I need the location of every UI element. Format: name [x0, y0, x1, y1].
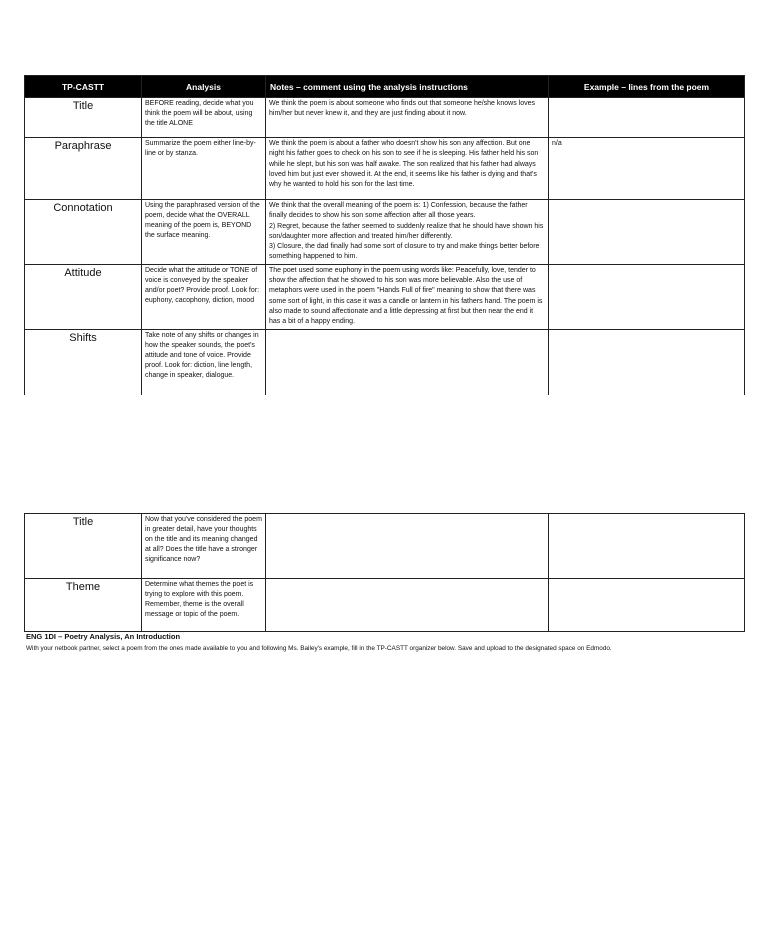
instruction-cell: BEFORE reading, decide what you think the poem will be about, using the title ALONE — [142, 98, 266, 138]
example-cell — [549, 264, 745, 329]
table-row — [25, 514, 745, 579]
instruction-cell: Summarize the poem either line-by-line or by stanza. — [142, 138, 266, 200]
header-notes: Notes – comment using the analysis instructions — [266, 76, 549, 98]
example-cell — [549, 329, 745, 395]
row-label-attitude: Attitude — [25, 264, 142, 329]
example-cell — [549, 200, 745, 265]
notes-line: We think that the overall meaning of the poem is: 1) Confession, because the father finally decides to show his son some affection after all those years. — [269, 202, 528, 220]
notes-cell — [266, 579, 549, 632]
table-row — [25, 329, 745, 395]
instruction-cell: Now that you've considered the poem in greater detail, have your thoughts on the title and its meaning changed at all? Does the title have a stronger significance now? — [142, 514, 266, 579]
row-label-theme: Theme — [25, 579, 142, 632]
notes-line: 3) Closure, the dad finally had some sort of closure to try and make things better before something happened to him. — [269, 243, 540, 261]
example-cell — [549, 98, 745, 138]
row-label-title: Title — [25, 98, 142, 138]
notes-cell: We think the poem is about a father who doesn't show his son any affection. But one night his father goes to check on his son to see if he is sleeping. His father held his son while he slept, but his son was half awake. The son realized that his father had always loved him but just ever showed it. At the end, it seems like his father is dying and that's why he wanted to hold his son for the last time. — [266, 138, 549, 200]
notes-line: 2) Regret, because the father seemed to suddenly realize that he should have shown his son/daughter more affection and treated him/her differently. — [269, 222, 544, 240]
example-cell: n/a — [549, 138, 745, 200]
notes-cell — [266, 200, 549, 265]
notes-cell — [266, 329, 549, 395]
table-row — [25, 98, 745, 138]
instruction-cell: Determine what themes the poet is trying to explore with this poem. Remember, theme is the overall message or topic of the poem. — [142, 579, 266, 632]
header-example: Example – lines from the poem — [549, 76, 745, 98]
row-label-connotation: Connotation — [25, 200, 142, 265]
table-header-row — [25, 76, 745, 98]
table-row — [25, 264, 745, 329]
intro-paragraph: With your netbook partner, select a poem from the ones made available to you and following Ms. Bailey's example, fill in the TP-CASTT organizer below. Save and upload to the designated space on Edmodo. — [26, 645, 612, 652]
table-row — [25, 579, 745, 632]
instruction-cell: Using the paraphrased version of the poem, decide what the OVERALL meaning of the poem is, BEYOND the surface meaning. — [142, 200, 266, 265]
tpcastt-table-bottom — [24, 513, 745, 632]
row-label-paraphrase: Paraphrase — [25, 138, 142, 200]
document-heading: ENG 1DI – Poetry Analysis, An Introduction — [26, 632, 181, 641]
tpcastt-table-top — [24, 75, 745, 395]
table-row — [25, 200, 745, 265]
header-analysis: Analysis — [142, 76, 266, 98]
example-cell — [549, 514, 745, 579]
instruction-cell: Take note of any shifts or changes in how the speaker sounds, the poet's attitude and tone of voice. Provide proof. Look for: diction, line length, change in speaker, dialogue. — [142, 329, 266, 395]
instruction-cell: Decide what the attitude or TONE of voice is conveyed by the speaker and/or poet? Provide proof. Look for: euphony, cacophony, diction, mood — [142, 264, 266, 329]
notes-cell: The poet used some euphony in the poem using words like: Peacefully, love, tender to show the affection that he showed to his son was more believable. Also the use of metaphors were used in the poem "Hands Full of fire" meaning to show that there was some sort of light, in this case it was a candle or lantern in his fathers hand. The poem is also made to sound affectionate and a little depressing at first but then near the end it has a bit of a happy ending. — [266, 264, 549, 329]
row-label-title-revisited: Title — [25, 514, 142, 579]
notes-cell — [266, 514, 549, 579]
notes-cell: We think the poem is about someone who finds out that someone he/she knows loves him/her but never knew it, and they are just finding about it now. — [266, 98, 549, 138]
table-row — [25, 138, 745, 200]
example-cell — [549, 579, 745, 632]
row-label-shifts: Shifts — [25, 329, 142, 395]
header-tpcastt: TP-CASTT — [25, 76, 142, 98]
